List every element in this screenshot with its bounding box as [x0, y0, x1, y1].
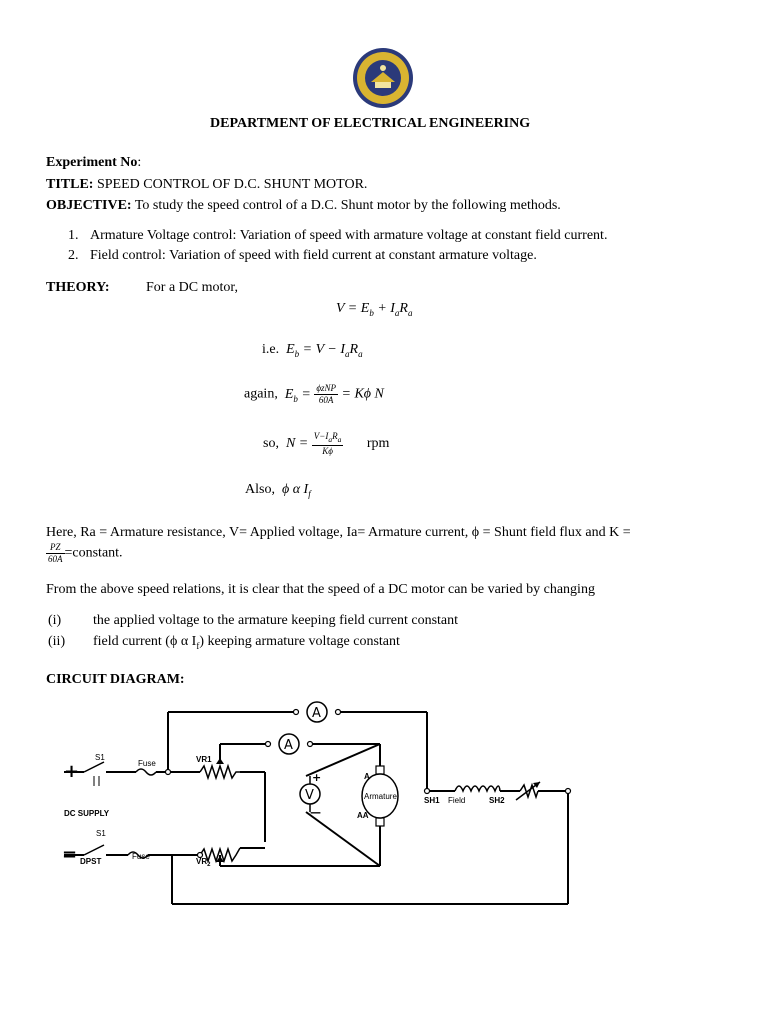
here-line: Here, Ra = Armature resistance, V= Applied voltage, Ia= Armature current, ϕ = Shunt field flux and K =	[46, 525, 631, 540]
svg-text:DPST: DPST	[80, 857, 102, 866]
eq4-prefix: so,	[263, 436, 279, 452]
plus-sign: +	[64, 761, 80, 782]
objective-label: OBJECTIVE:	[46, 198, 132, 213]
ammeter-armature-icon	[279, 734, 299, 754]
svg-text:A: A	[364, 772, 370, 781]
armature-icon	[357, 766, 398, 826]
experiment-no-label: Experiment No	[46, 155, 138, 170]
constant-tail: =constant.	[64, 545, 123, 561]
method-text: Field control: Variation of speed with field current at constant armature voltage.	[90, 248, 537, 263]
svg-text:Fuse: Fuse	[138, 759, 156, 768]
svg-text:A: A	[284, 738, 293, 753]
minus-sign: =	[62, 844, 78, 865]
circuit-heading: CIRCUIT DIAGRAM:	[46, 672, 185, 687]
svg-text:—: —	[310, 806, 321, 819]
svg-text:AA: AA	[357, 811, 369, 820]
experiment-no-colon: :	[137, 155, 142, 170]
title-text: SPEED CONTROL OF D.C. SHUNT MOTOR.	[93, 177, 368, 192]
svg-text:Fuse: Fuse	[132, 852, 150, 861]
relations-text: From the above speed relations, it is clear that the speed of a DC motor can be varied by changing	[46, 582, 595, 597]
theory-intro: For a DC motor,	[146, 280, 238, 295]
constant-line: $\frac{PZ}{60A}$ =constant.	[48, 542, 123, 564]
svg-text:A: A	[312, 706, 321, 721]
equation-1: $V = E_b + I_aR_a$	[336, 301, 413, 318]
equation-2: i.e. $E_b = V - I_aR_a$	[262, 342, 363, 359]
svg-text:SH1: SH1	[424, 796, 440, 805]
svg-text:Armature: Armature	[364, 792, 397, 801]
theory-label: THEORY:	[46, 280, 110, 295]
svg-text:S1: S1	[95, 753, 105, 762]
ammeter-top-icon	[307, 702, 327, 722]
equation-5: Also, ϕ α $I_f$	[245, 482, 311, 499]
case-text: the applied voltage to the armature keeping field current constant	[93, 613, 459, 628]
svg-text:S1: S1	[96, 829, 106, 838]
svg-text:V: V	[305, 788, 314, 803]
department-heading: DEPARTMENT OF ELECTRICAL ENGINEERING	[210, 116, 531, 131]
svg-text:VR1: VR1	[196, 755, 212, 764]
method-number: 2.	[68, 248, 79, 263]
eq5-prefix: Also,	[245, 482, 275, 497]
case-number: (ii)	[48, 634, 66, 649]
equation-4: so, N = $\frac{V-I_aR_a}{K\phi}$ rpm	[263, 431, 390, 456]
eq4-unit: rpm	[366, 436, 390, 452]
method-number: 1.	[68, 228, 79, 243]
voltmeter-icon	[300, 771, 321, 819]
title-label: TITLE:	[46, 177, 94, 192]
case-text: field current (ϕ α $I_f$) keeping armature voltage constant	[93, 634, 400, 651]
svg-text:Field: Field	[448, 796, 466, 805]
objective-text: To study the speed control of a D.C. Shunt motor by the following methods.	[131, 198, 561, 213]
svg-text:SH2: SH2	[489, 796, 505, 805]
svg-text:VR2: $VR_2$	[196, 857, 211, 868]
method-text: Armature Voltage control: Variation of speed with armature voltage at constant field current.	[90, 228, 608, 243]
equation-3: again, $E_b$ = $\frac{\text{ϕzNP}}{60A}$ = Kϕ N	[244, 383, 384, 405]
case-number: (i)	[48, 613, 62, 628]
svg-text:+: +	[312, 771, 322, 784]
eq2-prefix: i.e.	[262, 342, 280, 357]
eq3-prefix: again,	[244, 386, 278, 402]
svg-text:DC SUPPLY: DC SUPPLY	[64, 809, 110, 818]
